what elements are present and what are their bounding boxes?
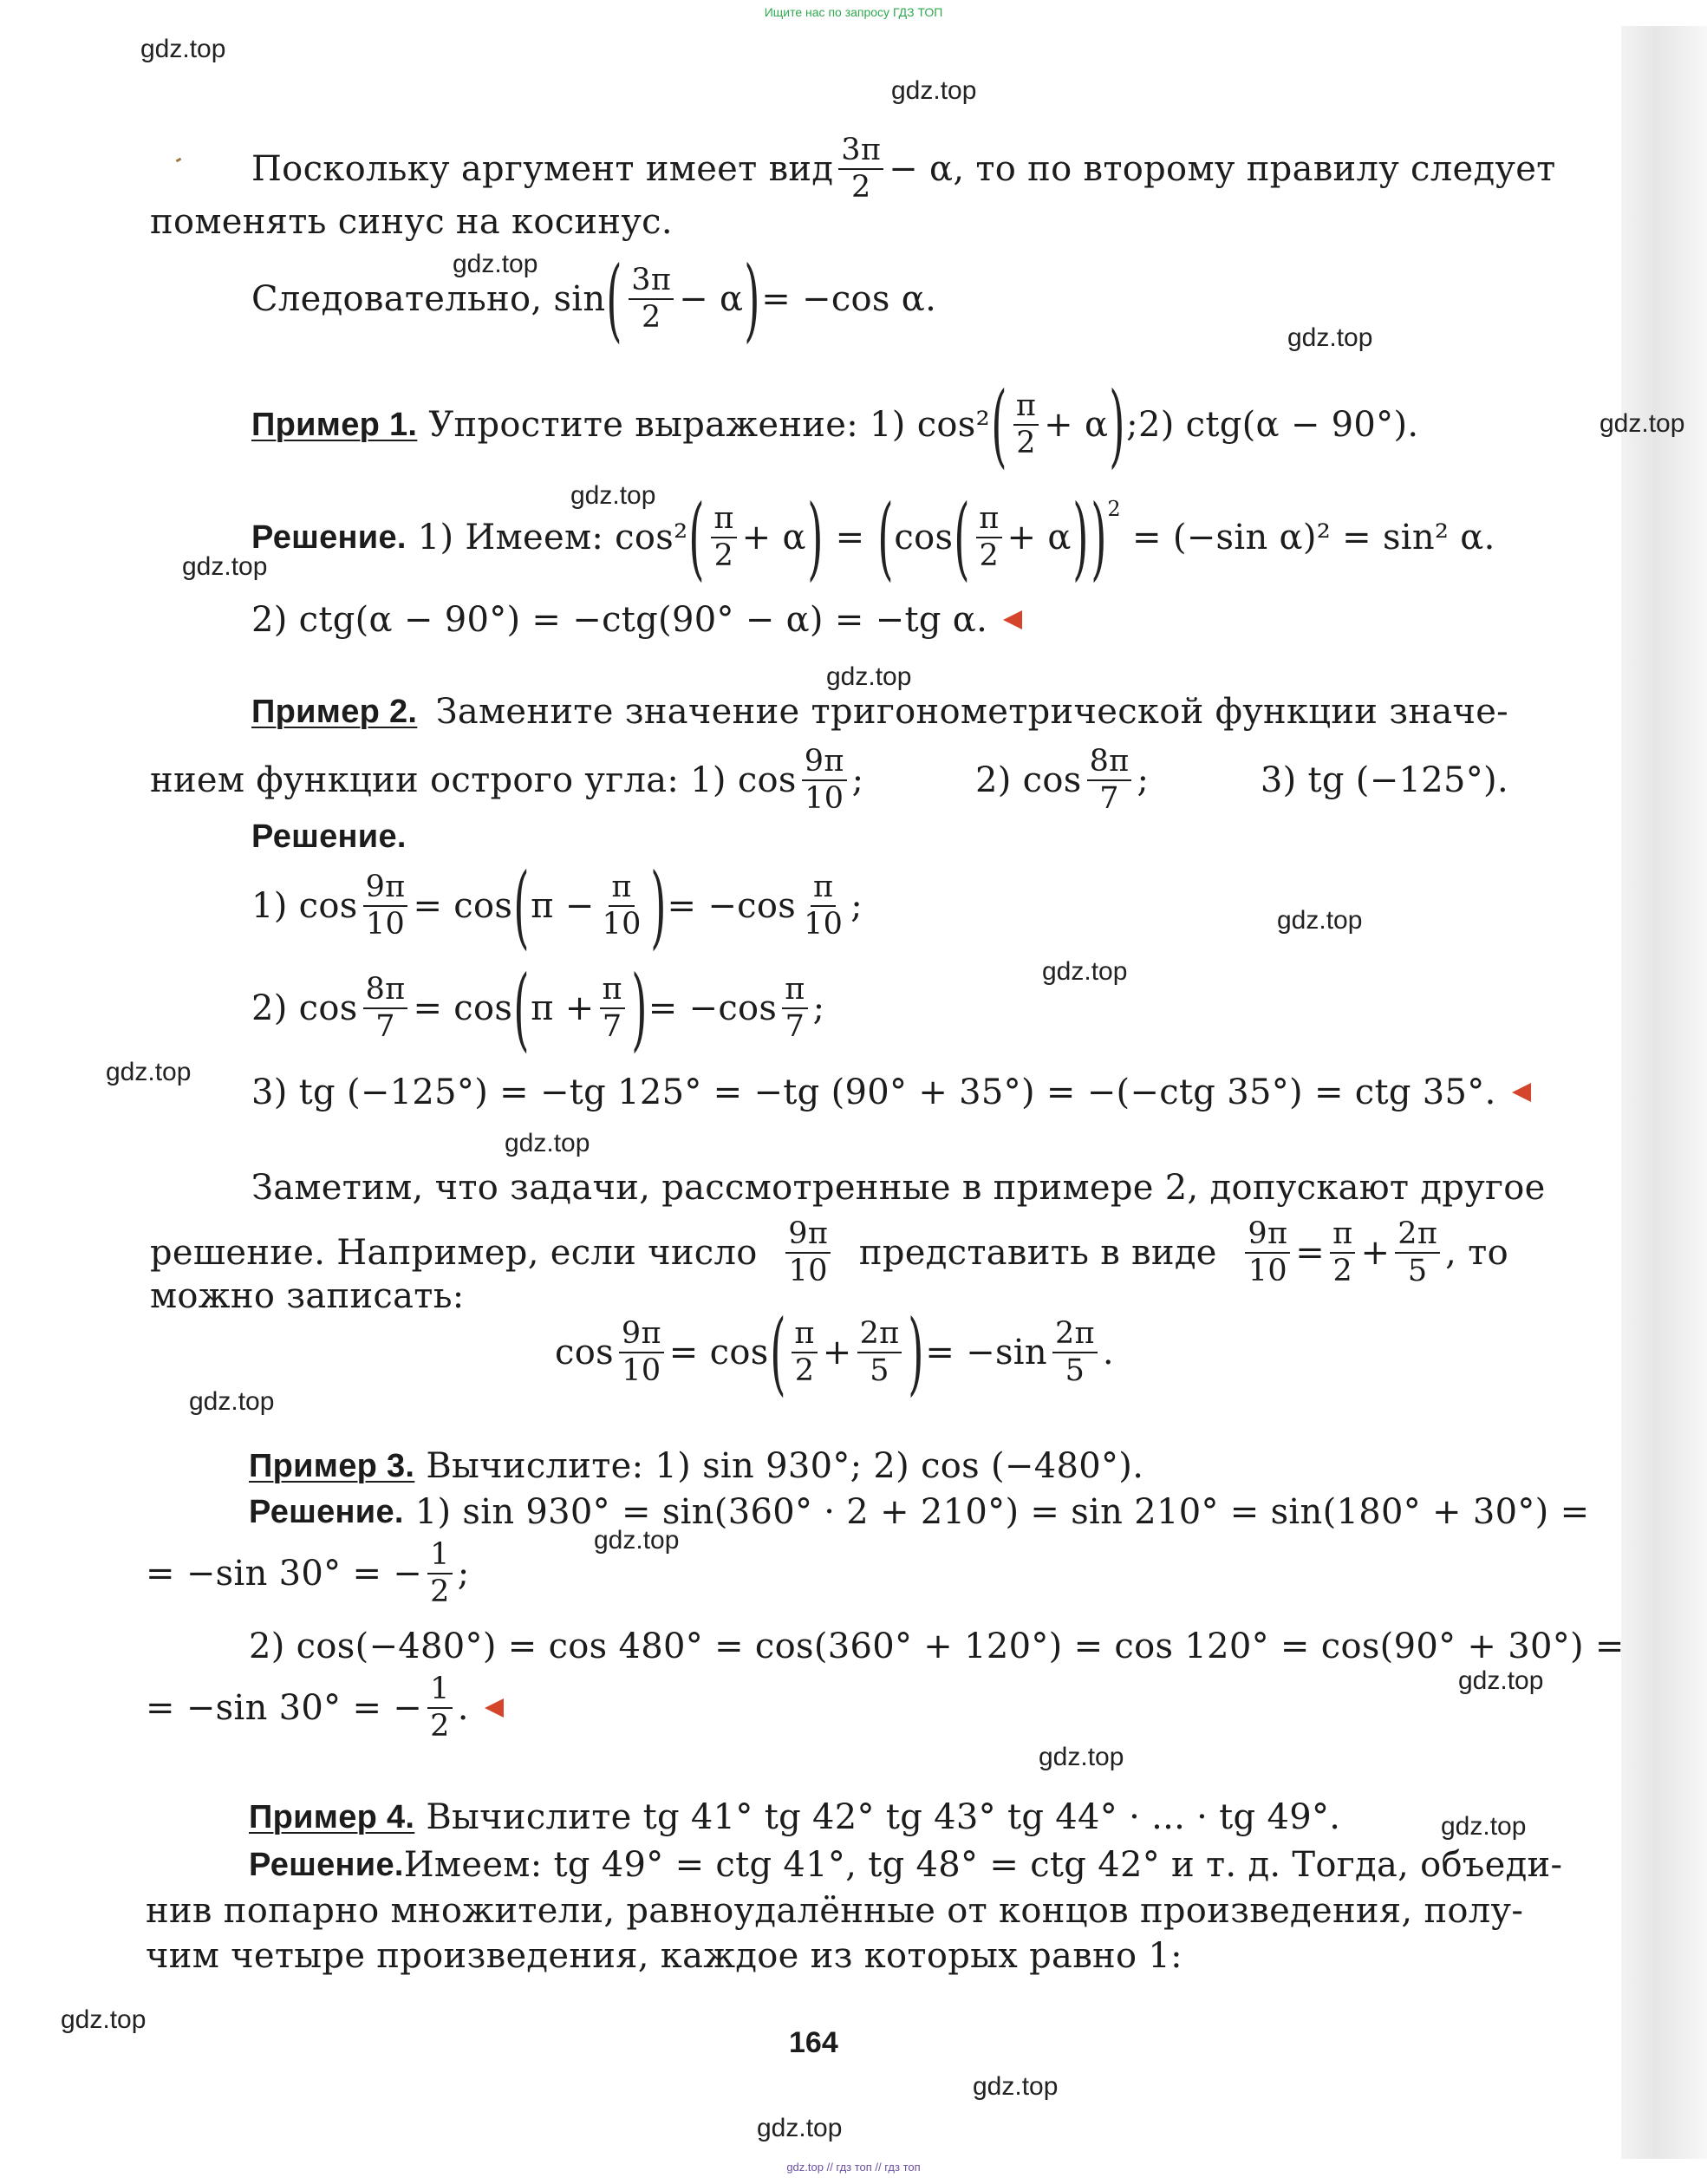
- example-4-task: Пример 4. Вычислите tg 41° tg 42° tg 43° tg 44° · ... · tg 49°.: [249, 1797, 1341, 1837]
- margin-mark: [176, 158, 182, 163]
- fraction: 9π 10: [802, 746, 847, 815]
- example-label: Пример 3.: [249, 1448, 415, 1484]
- page-number: 164: [789, 2026, 838, 2059]
- watermark: gdz.top: [61, 2005, 147, 2034]
- example-4-solution-1: Решение. Имеем: tg 49° = ctg 41°, tg 48° = ctg 42° и т. д. Тогда, объеди-: [249, 1845, 1563, 1885]
- example-3-solution-1: Решение. 1) sin 930° = sin(360° · 2 + 210°) = sin 210° = sin(180° + 30°) =: [249, 1492, 1590, 1532]
- fraction: π 2: [976, 503, 1001, 572]
- example-label: Пример 4.: [249, 1799, 415, 1835]
- note-line-3: можно записать:: [150, 1276, 465, 1316]
- fraction: $\frac{9\pi}{10}$: [363, 871, 408, 941]
- fraction: $\frac{2\pi}{5}$: [1395, 1218, 1440, 1288]
- watermark: gdz.top: [189, 1387, 275, 1416]
- example-2-solution-3: 3) tg (−125°) = −tg 125° = −tg (90° + 35°) = −(−ctg 35°) = ctg 35°.: [251, 1071, 1531, 1114]
- watermark: gdz.top: [826, 662, 912, 691]
- note-line-2: решение. Например, если число 9π 10 представить в виде $\frac{9\pi}{10}$ = $\frac{\pi}{2}$ + $\frac{2\pi}{5}$ , то: [150, 1216, 1508, 1288]
- example-3-solution-1b: = −sin 30° = − $\frac{1}{2}$ ;: [146, 1537, 470, 1609]
- watermark: gdz.top: [1277, 906, 1363, 935]
- watermark: gdz.top: [1039, 1743, 1124, 1771]
- watermark: gdz.top: [570, 481, 656, 510]
- fraction: π 10: [804, 870, 844, 942]
- note-line-1: Заметим, что задачи, рассмотренные в примере 2, допускают другое: [251, 1168, 1546, 1208]
- fraction: $\frac{9\pi}{10}$: [1245, 1218, 1290, 1288]
- solution-label: Решение.: [249, 1494, 404, 1530]
- note-formula: cos $\frac{9\pi}{10}$ = cos ( π 2 + $\frac{2\pi}{5}$ ) = −sin 2π 5 .: [555, 1299, 1114, 1405]
- fraction: $\frac{\pi}{2}$: [1330, 1218, 1355, 1288]
- example-2-task-2: нием функции острого угла: 1) cos 9π 10 ; 2) cos 8π 7 ; 3) tg (−125°).: [150, 744, 1508, 816]
- example-4-solution-2: нив попарно множители, равноудалённые от концов произведения, полу-: [146, 1891, 1524, 1931]
- example-4-solution-3: чим четыре произведения, каждое из которых равно 1:: [146, 1936, 1183, 1976]
- example-1-task: Пример 1. Упростите выражение: 1) cos² ( π 2 + α ) ; 2) ctg(α − 90°).: [251, 371, 1419, 478]
- fraction: π 2: [711, 503, 736, 572]
- watermark: gdz.top: [891, 76, 977, 105]
- fraction: $\frac{\pi}{10}$: [602, 870, 642, 942]
- end-marker-icon: [1512, 1083, 1531, 1102]
- watermark: gdz.top: [1042, 957, 1128, 986]
- end-marker-icon: [1003, 610, 1022, 629]
- watermark: gdz.top: [1287, 323, 1373, 352]
- fraction: 8π 7: [1087, 746, 1132, 815]
- fraction: π 2: [1013, 390, 1039, 460]
- fraction: π 7: [782, 974, 807, 1043]
- fraction: π 2: [792, 1318, 817, 1387]
- intro-line-3: Следовательно, sin ( 3π 2 − α ) = −cos α.: [251, 245, 937, 352]
- fraction: $\frac{9\pi}{10}$: [619, 1318, 664, 1387]
- fraction: $\frac{\pi}{7}$: [600, 974, 625, 1043]
- intro-line-2: поменять синус на косинус.: [150, 202, 673, 242]
- watermark: gdz.top: [973, 2072, 1059, 2101]
- example-1-solution-2: 2) ctg(α − 90°) = −ctg(90° − α) = −tg α.: [251, 598, 1022, 642]
- watermark: gdz.top: [182, 552, 268, 581]
- example-2-task-1: Пример 2. Замените значение тригонометрической функции значе-: [251, 692, 1508, 732]
- fraction: $\frac{2\pi}{5}$: [857, 1318, 902, 1387]
- example-3-solution-2: 2) cos(−480°) = cos 480° = cos(360° + 120°) = cos 120° = cos(90° + 30°) =: [249, 1627, 1625, 1666]
- intro-line-1: Поскольку аргумент имеет вид 3π 2 − α, то по второму правилу следует: [251, 133, 1556, 205]
- watermark: gdz.top: [106, 1058, 192, 1086]
- example-3-solution-2b: = −sin 30° = − $\frac{1}{2}$ .: [146, 1669, 504, 1747]
- watermark: gdz.top: [1599, 409, 1685, 438]
- watermark: gdz.top: [1458, 1666, 1544, 1695]
- fraction: $\frac{1}{2}$: [427, 1539, 453, 1608]
- end-marker-icon: [485, 1698, 504, 1718]
- watermark: gdz.top: [140, 35, 226, 63]
- fraction: $\frac{1}{2}$: [427, 1673, 453, 1743]
- page-edge-shadow: [1621, 26, 1707, 2159]
- example-1-solution-1: Решение. 1) Имеем: cos² ( π 2 + α ) = ( cos ( π 2 + α ) ) $^2$ = (−sin α)² = sin² α.: [251, 484, 1495, 590]
- example-3-task: Пример 3. Вычислите: 1) sin 930°; 2) cos (−480°).: [249, 1446, 1144, 1486]
- fraction: 3π 2: [838, 134, 883, 204]
- watermark: gdz.top: [757, 2114, 843, 2142]
- fraction: 2π 5: [1052, 1318, 1098, 1387]
- watermark: gdz.top: [505, 1129, 590, 1157]
- fraction: 3π 2: [629, 264, 674, 334]
- bottom-banner: gdz.top // гдз топ // гдз топ: [786, 2161, 921, 2174]
- fraction: $\frac{8\pi}{7}$: [363, 974, 408, 1043]
- watermark: gdz.top: [1441, 1812, 1527, 1841]
- example-2-solution-2: 2) cos $\frac{8\pi}{7}$ = cos ( π + $\frac{\pi}{7}$ ) = −cos π 7 ;: [251, 955, 825, 1061]
- solution-label: Решение.: [251, 519, 407, 556]
- top-banner: Ищите нас по запросу ГДЗ ТОП: [764, 5, 943, 19]
- watermark: gdz.top: [594, 1526, 680, 1555]
- example-2-solution-1: 1) cos $\frac{9\pi}{10}$ = cos ( π − $\frac{\pi}{10}$ ) = −cos π 10 ;: [251, 852, 863, 959]
- example-label: Пример 2.: [251, 694, 418, 730]
- fraction: 9π 10: [785, 1218, 831, 1288]
- solution-label: Решение.: [251, 818, 407, 855]
- example-label: Пример 1.: [251, 406, 418, 443]
- watermark: gdz.top: [453, 250, 538, 278]
- solution-label: Решение.: [249, 1847, 404, 1883]
